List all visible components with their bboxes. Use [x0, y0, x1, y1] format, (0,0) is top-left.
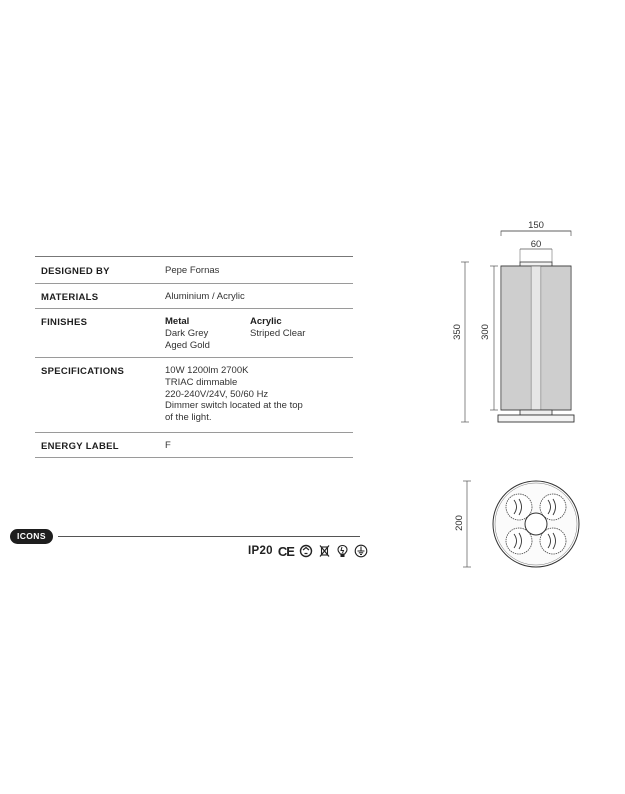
spec-line-dimmable: TRIAC dimmable [165, 376, 238, 388]
spec-row-energy-label [35, 433, 353, 458]
spec-row-materials [35, 284, 353, 309]
icons-divider [58, 536, 360, 537]
led-bulb-icon [336, 544, 349, 559]
spec-row-designed-by [35, 256, 353, 284]
finishes-metal [165, 316, 210, 351]
designed-by-value: Pepe Fornas [165, 265, 220, 276]
finishes-acrylic [250, 316, 305, 340]
spec-row-specifications [35, 358, 353, 433]
dimension-200: 200 [454, 515, 465, 531]
materials-label: MATERIALS [41, 292, 99, 303]
spec-line-power: 10W 1200lm 2700K [165, 365, 249, 376]
energy-label-value: F [165, 440, 171, 451]
spec-line-voltage: 220-240V/24V, 50/60 Hz [165, 388, 269, 400]
materials-value: Aluminium / Acrylic [165, 291, 245, 302]
dimension-60: 60 [530, 239, 542, 250]
specifications-label: SPECIFICATIONS [41, 366, 125, 377]
spec-line-dimmer-1: Dimmer switch located at the top [165, 400, 303, 412]
ip-rating: IP20 [248, 545, 273, 557]
designed-by-label: DESIGNED BY [41, 266, 110, 277]
dimension-350: 350 [452, 324, 463, 340]
spec-line-dimmer-2: of the light. [165, 412, 212, 424]
top-view-drawing [463, 481, 579, 567]
finishes-label: FINISHES [41, 317, 88, 328]
earth-ground-icon [354, 544, 368, 558]
icons-label: ICONS [10, 529, 53, 544]
finishes-metal-heading: Metal [165, 316, 190, 327]
certification-icons [248, 542, 368, 560]
energy-label-label: ENERGY LABEL [41, 441, 119, 452]
recycle-icon [299, 544, 313, 558]
spec-row-finishes [35, 309, 353, 358]
dimension-150: 150 [528, 220, 544, 231]
front-view-drawing [461, 231, 574, 422]
dimension-300: 300 [480, 324, 491, 340]
ce-mark-icon: CE [277, 543, 294, 559]
finishes-acrylic-heading: Acrylic [250, 316, 282, 327]
finishes-acrylic-striped-clear: Striped Clear [250, 327, 306, 339]
specification-table [35, 256, 353, 458]
weee-bin-icon [318, 544, 331, 558]
finishes-metal-aged-gold: Aged Gold [165, 339, 210, 351]
finishes-metal-dark-grey: Dark Grey [165, 327, 209, 339]
specifications-value [165, 365, 303, 424]
